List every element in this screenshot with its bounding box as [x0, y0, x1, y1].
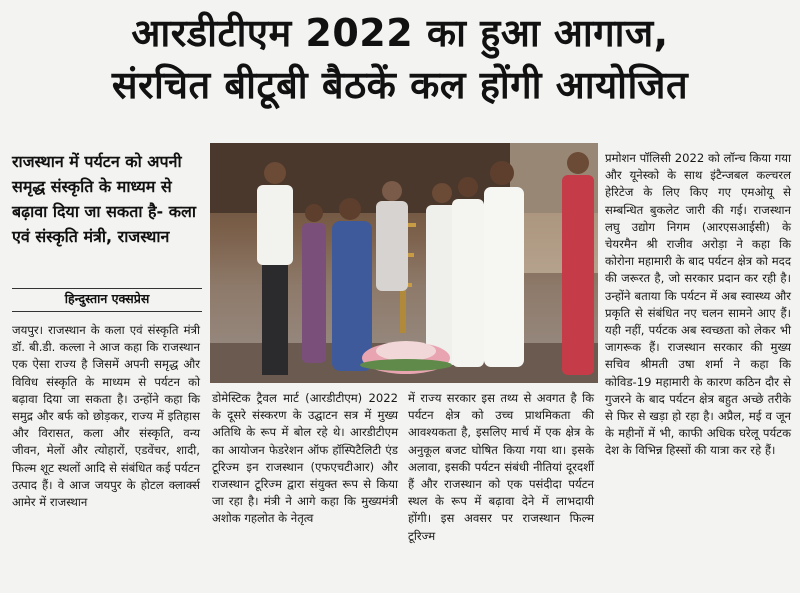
article-column-4	[605, 150, 791, 460]
person-6	[452, 177, 484, 367]
person-1	[257, 162, 293, 375]
headline-line-1: आरडीटीएम 2022 का हुआ आगाज,	[131, 11, 669, 55]
source-rule-bottom	[12, 311, 202, 312]
article-column-1	[12, 322, 200, 511]
event-photo-illustration	[210, 143, 598, 383]
article-column-2	[212, 390, 398, 528]
article-text: डोमेस्टिक ट्रैवल मार्ट (आरडीटीएम) 2022 के दूसरे संस्करण के उद्घाटन सत्र में मुख्य अतिथि के रूप में बोल रहे थे। आरडीटीएम का आयोजन फेडरेशन ऑफ हॉस्पिटैलिटी एंड टूरिज्म इन राजस्थान (एफएचटीआर) और राजस्थान टूरिज्म द्वारा संयुक्त रूप से किया जा रहा है। मंत्री ने आगे कहा कि मुख्यमंत्री अशोक गहलोत के नेतृत्व	[212, 391, 398, 526]
source-credit: हिन्दुस्तान एक्सप्रेस	[64, 291, 150, 306]
event-photo	[210, 143, 598, 383]
article-text: प्रमोशन पॉलिसी 2022 को लॉन्च किया गया और यूनेस्को के साथ इंटैन्जबल कल्चरल हेरिटेज के लिए किए गए एमओयू से सम्बन्धित बुकलेट जारी की गई। राजस्थान लघु उद्योग निगम (आरएसआईसी) के चेयरमैन श्री राजीव अरोड़ा ने कहा कि कोरोना महामारी के बाद पर्यटन क्षेत्र को मदद की जरूरत है, जो सरकार प्रदान कर रही है। उन्होंने बताया कि पर्यटन में अब स्वास्थ्य और प्रकृति से संबंधित नए चलन सामने आए हैं। यही नहीं, पर्यटक अब स्वच्छता को लेकर भी जागरूक हैं। राजस्थान सरकार की मुख्य सचिव श्रीमती उषा शर्मा ने कहा कि कोविड-19 महामारी के कारण कठिन दौर से गुजरने के बाद पर्यटन क्षेत्र बहुत अच्छे तरीके से फिर से खड़ा हो रहा है। अप्रैल, मई व जून के महीनों में भी, काफी अधिक घरेलू पर्यटक देश के विभिन्न हिस्सों की यात्रा कर रहे हैं।	[605, 151, 791, 458]
deck-subheadline: राजस्थान में पर्यटन को अपनी समृद्ध संस्कृति के माध्यम से बढ़ावा दिया जा सकता है- कला एवं संस्कृति मंत्री, राजस्थान	[12, 152, 197, 246]
headline-line-2: संरचित बीटूबी बैठकें कल होंगी आयोजित	[111, 63, 689, 107]
article-text: में राज्य सरकार इस तथ्य से अवगत है कि पर्यटन क्षेत्र को उच्च प्राथमिकता की आवश्यकता है, इसलिए मार्च में एक क्षेत्र के अनुकूल बजट घोषित किया गया था। इसके अलावा, इसकी पर्यटन संबंधी नीतियां दूरदर्शी हैं और राजस्थान को एक पसंदीदा पर्यटन स्थल के रूप में बढ़ावा देने में लाभदायी होंगी। इस अवसर पर राजस्थान फिल्म टूरिज्म	[408, 391, 594, 543]
person-2	[302, 204, 326, 363]
person-7	[484, 161, 524, 367]
person-3	[332, 198, 372, 371]
article-column-3	[408, 390, 594, 545]
source-rule-top	[12, 288, 202, 289]
person-8	[562, 152, 594, 375]
article-text: जयपुर। राजस्थान के कला एवं संस्कृति मंत्री डॉ. बी.डी. कल्ला ने आज कहा कि राजस्थान एक ऐसा राज्य है जिसमें अपनी समृद्ध और विविध संस्कृति के माध्यम से पर्यटन को बढ़ावा दिया जा सकता है। उन्होंने कहा कि समुद्र और बर्फ को छोड़कर, राज्य में इतिहास और विरासत, कला और संस्कृति, वन्य जीवन, मेलों और त्योहारों, एडवेंचर, शादी, फिल्म शूट स्थलों आदि से संबंधित कई पर्यटन उत्पाद हैं। वे आज जयपुर के होटल क्लार्क्स आमेर में राजस्थान	[12, 323, 200, 510]
